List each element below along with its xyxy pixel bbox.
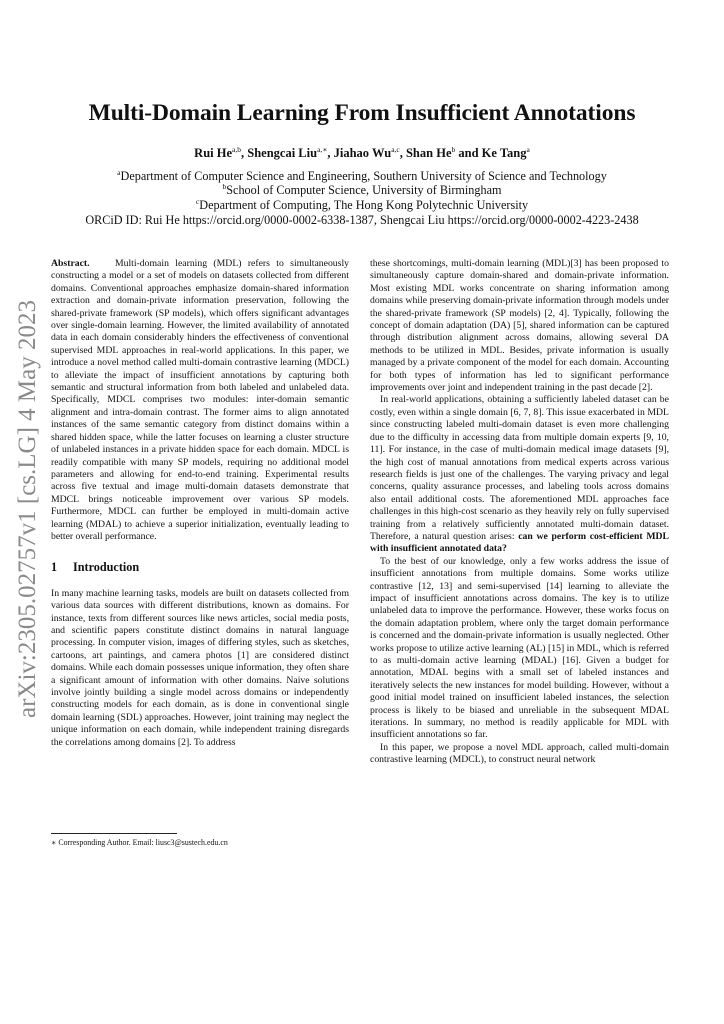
footnote-divider	[51, 833, 177, 834]
research-question: can we perform cost-efficient MDL with insufficient annotated data?	[370, 530, 669, 555]
right-column	[370, 258, 669, 767]
body-paragraph: these shortcomings, multi-domain learning (MDL)[3] has been proposed to simultaneously capture domain-shared and domain-private information. Most existing MDL works concentrate on sharing information among domains while preserving domain-private information through models under the shared-private framework (SP models) [2, 4]. Typically, following the concept of domain adaptation (DA) [5], shared information can be captured through distribution alignment across domains, allowing several DA methods to be utilized in MDL. Besides, private information is usually managed by a private component of the model for each domain. Accounting for both types of information has led to significant performance improvements over joint and independent training in the past decade [2].	[370, 258, 669, 394]
body-paragraph: To the best of our knowledge, only a few works address the issue of insufficient annotations from multiple domains. Some works utilize contrastive [12, 13] and semi-supervised [14] learning to alleviate the impact of insufficient annotations across domains. The key is to utilize unlabeled data to improve the performance. However, these works focus on the domain adaptation problem, where only the target domain performance is concerned and the domain-private information is usually neglected. Other works propose to utilize active learning (AL) [15] in MDL, which is referred to as multi-domain active learning (MDAL) [16]. Given a budget for annotation, MDAL begins with a small set of labeled instances and iteratively selects the new instances for model building. However, without a good initial model trained on insufficient labeled instances, the selection process is likely to be biased and unreliable in the subsequent MDAL iterations. In summary, no method is readily applicable for MDL with insufficient annotations so far.	[370, 555, 669, 741]
intro-paragraph-1: In many machine learning tasks, models are built on datasets collected from various data sources with different distributions, known as domains. For instance, texts from different sources like news articles, social media posts, and scientific papers constitute distinct domains in natural language processing. In computer vision, images of differing styles, such as sketches, cartoons, art paintings, and camera photos [1] are considered distinct domains. While each domain possesses unique information, they often share a significant amount of information with other domains. Naive solutions involve jointly building a single model across domains or independently constructing models for each domain, as is done in conventional single domain learning (SDL) approaches. However, joint training may neglect the unique information on each domain, while independent training disregards the correlations among domains [2]. To address	[51, 587, 349, 748]
abstract-text: Multi-domain learning (MDL) refers to simultaneously constructing a model or a set of models on datasets collected from different domains. Conventional approaches emphasize domain-shared information extraction and domain-private information preservation, following the shared-private framework (SP models), which offers significant advantages over single-domain learning. However, the limited availability of annotated data in each domain considerably hinders the effectiveness of conventional supervised MDL approaches in real-world applications. In this paper, we introduce a novel method called multi-domain contrastive learning (MDCL) to alleviate the impact of insufficient annotations by capturing both semantic and structural information from both labeled and unlabeled data. Specifically, MDCL comprises two modules: inter-domain semantic alignment and intra-domain contrast. The former aims to align annotated instances of the same semantic category from distinct domains within a shared hidden space, while the latter focuses on learning a cluster structure of unlabeled instances in a private hidden space for each domain. MDCL is readily compatible with many SP models, requiring no additional model parameters and allowing for end-to-end training. Experimental results across five textual and image multi-domain datasets demonstrate that MDCL brings noticeable improvement over various SP models. Furthermore, MDCL can further be employed in multi-domain active learning (MDAL) to achieve a superior initialization, eventually leading to better overall performance.	[51, 258, 350, 542]
author: Shengcai Liu$^{a,∗}$,	[247, 145, 334, 160]
left-column	[51, 258, 349, 749]
author: Ke Tang$^a$	[481, 145, 530, 160]
section-heading-introduction: 1 Introduction	[51, 560, 140, 575]
arxiv-identifier: arXiv:2305.02757v1 [cs.LG] 4 May 2023	[14, 300, 41, 718]
affiliation-b: $^b$School of Computer Science, University of Birmingham	[222, 182, 502, 197]
author: Rui He$^{a,b}$,	[194, 145, 248, 160]
author: Jiahao Wu$^{a,c}$,	[333, 145, 406, 160]
affiliation-a: $^a$Department of Computer Science and Engineering, Southern University of Science and Technology	[117, 168, 607, 183]
body-paragraph: In this paper, we propose a novel MDL approach, called multi-domain contrastive learning (MDCL), to construct neural network	[370, 741, 669, 766]
abstract-label: Abstract.	[51, 258, 90, 269]
body-paragraph: In real-world applications, obtaining a sufficiently labeled dataset can be costly, even within a single domain [6, 7, 8]. This issue exacerbated in MDL since constructing labeled multi-domain dataset is even more challenging due to the difficulty in accessing data from multiple domain experts [9, 10, 11]. For instance, in the case of multi-domain medical image datasets [9], the high cost of manual annotations from medical experts across various research fields is just one of the challenges. The varying privacy and legal concerns, quality assurance processes, and labeling tools across domains also entail additional costs. The aforementioned MDL approaches face challenges in this high-cost scenario as they heavily rely on fully supervised training from a relatively sufficiently annotated multi-domain dataset. Therefore, a natural question arises: can we perform cost-efficient MDL with insufficient annotated data?	[370, 394, 669, 555]
footnote: ∗ Corresponding Author. Email: liusc3@sustech.edu.cn	[51, 838, 228, 847]
affiliation-c: $^c$Department of Computing, The Hong Kong Polytechnic University	[195, 197, 529, 212]
abstract	[51, 258, 349, 543]
author-list	[0, 146, 724, 161]
arxiv-side-stamp	[4, 298, 44, 718]
author: Shan He$^b$ and	[405, 145, 482, 160]
orcid-line: ORCiD ID: Rui He https://orcid.org/0000-0002-6338-1387, Shengcai Liu https://orcid.org/0000-0002-4223-2438	[85, 213, 639, 227]
paper-title: Multi-Domain Learning From Insufficient Annotations	[88, 100, 636, 126]
